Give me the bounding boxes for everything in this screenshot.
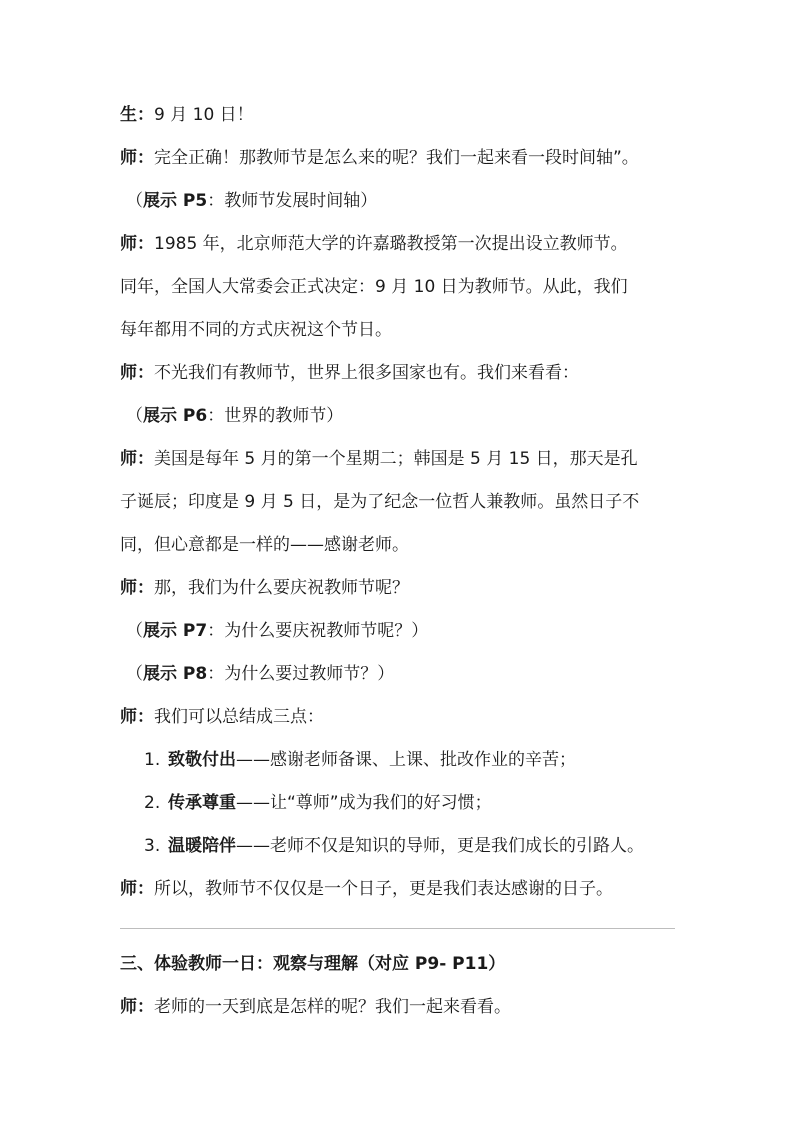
list-item-keyword: 致敬付出: [168, 750, 236, 770]
section-divider: [120, 928, 675, 929]
document-page: [120, 100, 680, 1035]
list-item: [144, 788, 680, 818]
dialogue-line: [120, 573, 680, 603]
list-item: [144, 831, 680, 861]
slide-note: [126, 616, 680, 646]
dialogue-text: 9 月 10 日！: [154, 105, 254, 125]
paragraph-line: 同，但心意都是一样的——感谢老师。: [120, 535, 409, 555]
speaker-label: 师：: [120, 707, 154, 727]
section-heading: 三、体验教师一日：观察与理解（对应 P9- P11）: [120, 954, 506, 974]
note-open-paren: （: [126, 621, 143, 641]
speaker-label: 师：: [120, 578, 154, 598]
list-number: 1.: [144, 750, 161, 770]
slide-note: [126, 186, 680, 216]
dialogue-text: 那，我们为什么要庆祝教师节呢？: [154, 578, 409, 598]
dialogue-text: 所以，教师节不仅仅是一个日子，更是我们表达感谢的日子。: [154, 879, 613, 899]
list-number: 2.: [144, 793, 161, 813]
slide-label: 展示 P7: [143, 621, 208, 641]
dialogue-line: [120, 143, 680, 173]
paragraph-line: 子诞辰；印度是 9 月 5 日，是为了纪念一位哲人兼教师。虽然日子不: [120, 492, 640, 512]
slide-label: 展示 P5: [143, 191, 208, 211]
paragraph-line: [120, 229, 680, 259]
speaker-label: 师：: [120, 148, 154, 168]
note-text: ：为什么要过教师节？）: [207, 664, 395, 684]
speaker-label: 师：: [120, 997, 154, 1017]
dialogue-line: [120, 702, 680, 732]
dialogue-text: 1985 年，北京师范大学的许嘉璐教授第一次提出设立教师节。: [154, 234, 628, 254]
dialogue-text: 美国是每年 5 月的第一个星期二；韩国是 5 月 15 日，那天是孔: [154, 449, 638, 469]
paragraph-line: [120, 444, 680, 474]
note-text: ：教师节发展时间轴）: [207, 191, 378, 211]
slide-note: [126, 659, 680, 689]
dialogue-text: 不光我们有教师节，世界上很多国家也有。我们来看看：: [154, 363, 579, 383]
dialogue-line: [120, 100, 680, 130]
list-item-text: ——让“尊师”成为我们的好习惯；: [236, 793, 492, 813]
speaker-label: 师：: [120, 234, 154, 254]
slide-note: [126, 401, 680, 431]
paragraph-line: 同年，全国人大常委会正式决定：9 月 10 日为教师节。从此，我们: [120, 277, 628, 297]
speaker-label: 师：: [120, 449, 154, 469]
dialogue-line: [120, 992, 680, 1022]
list-item-text: ——感谢老师备课、上课、批改作业的辛苦；: [236, 750, 576, 770]
speaker-label: 生：: [120, 105, 154, 125]
dialogue-line: [120, 874, 680, 904]
note-open-paren: （: [126, 406, 143, 426]
list-number: 3.: [144, 836, 161, 856]
list-item-keyword: 温暖陪伴: [168, 836, 236, 856]
dialogue-paragraph: [120, 444, 680, 560]
speaker-label: 师：: [120, 879, 154, 899]
dialogue-paragraph: [120, 229, 680, 345]
dialogue-text: 老师的一天到底是怎样的呢？我们一起来看看。: [154, 997, 511, 1017]
list-item-text: ——老师不仅是知识的导师，更是我们成长的引路人。: [236, 836, 644, 856]
slide-label: 展示 P8: [143, 664, 208, 684]
note-text: ：为什么要庆祝教师节呢？）: [207, 621, 429, 641]
slide-label: 展示 P6: [143, 406, 208, 426]
list-item: [144, 745, 680, 775]
note-text: ：世界的教师节）: [207, 406, 344, 426]
note-open-paren: （: [126, 191, 143, 211]
dialogue-text: 我们可以总结成三点：: [154, 707, 324, 727]
dialogue-text: 完全正确！那教师节是怎么来的呢？我们一起来看一段时间轴”。: [154, 148, 639, 168]
list-item-keyword: 传承尊重: [168, 793, 236, 813]
dialogue-line: [120, 358, 680, 388]
paragraph-line: 每年都用不同的方式庆祝这个节日。: [120, 320, 392, 340]
note-open-paren: （: [126, 664, 143, 684]
speaker-label: 师：: [120, 363, 154, 383]
